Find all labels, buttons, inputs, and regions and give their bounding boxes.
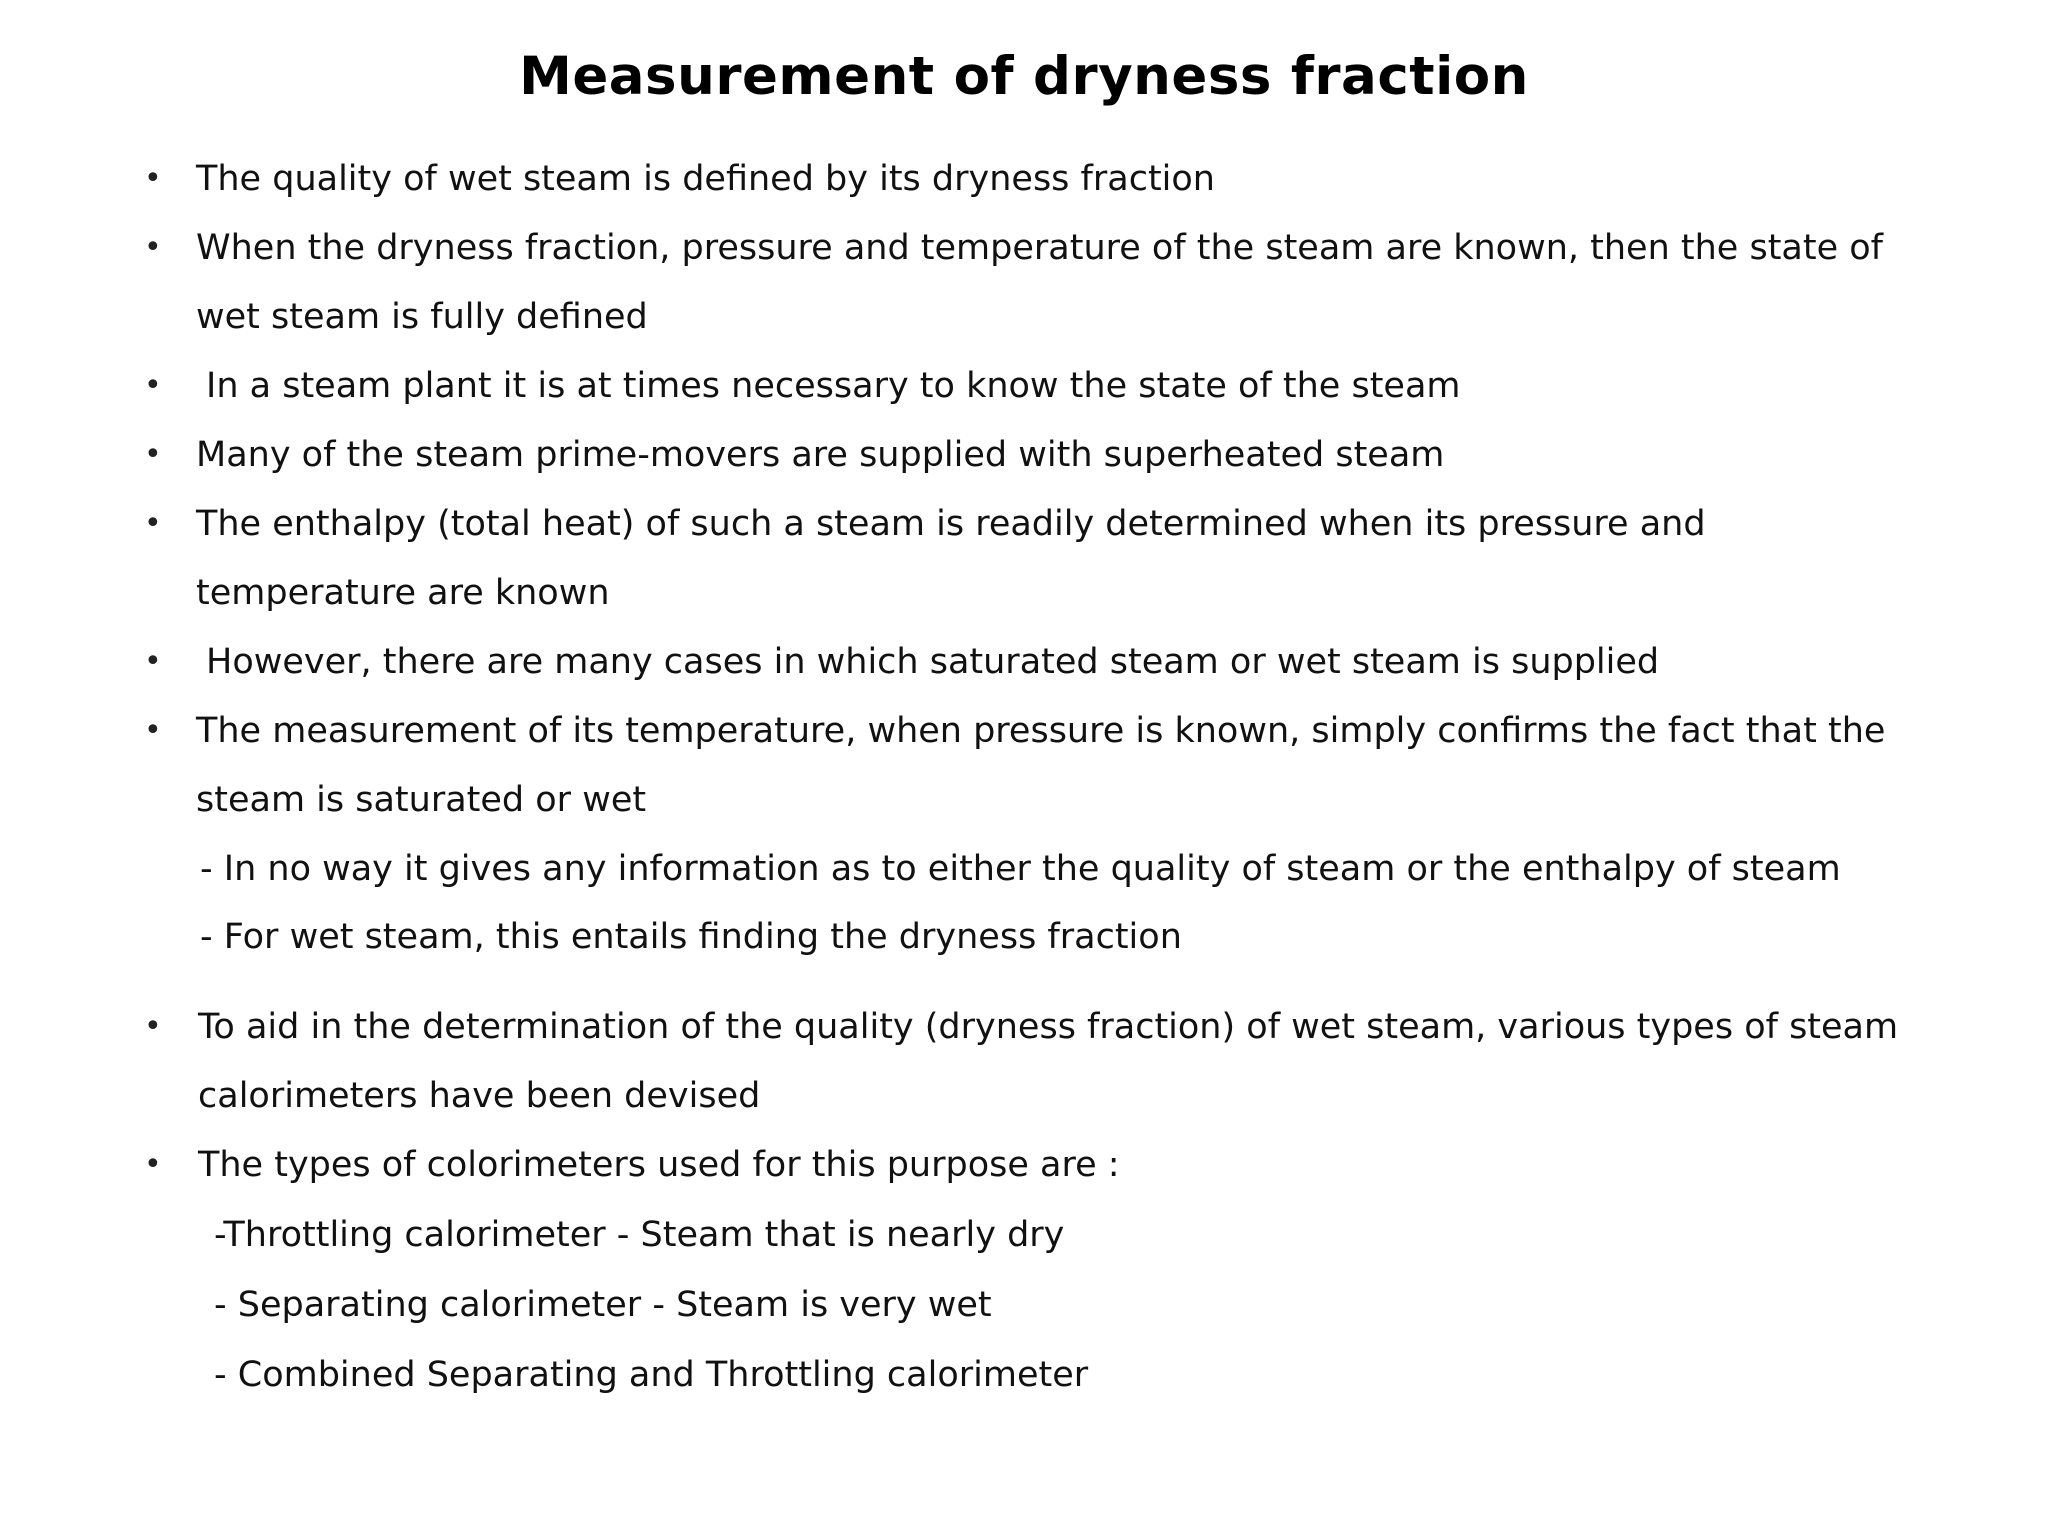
bullet-marker: • bbox=[144, 161, 162, 196]
bullet-item-saturated: However, there are many cases in which saturated steam or wet steam is supplied bbox=[206, 642, 1660, 682]
sub-item-combined: - Combined Separating and Throttling calorimeter bbox=[214, 1355, 1089, 1395]
bullet-item-types: The types of colorimeters used for this purpose are : bbox=[198, 1145, 1120, 1185]
bullet-marker: • bbox=[144, 644, 162, 679]
bullet-item-measurement-line1: The measurement of its temperature, when pressure is known, simply confirms the fact that the bbox=[196, 711, 1886, 751]
sub-item-no-information: - In no way it gives any information as to either the quality of steam or the enthalpy of steam bbox=[200, 849, 1841, 889]
bullet-marker: • bbox=[144, 1009, 162, 1044]
page-title: Measurement of dryness fraction bbox=[519, 46, 1529, 107]
bullet-item-quality: The quality of wet steam is defined by its dryness fraction bbox=[196, 159, 1215, 199]
bullet-item-state-line1: When the dryness fraction, pressure and temperature of the steam are known, then the state of bbox=[196, 228, 1883, 268]
bullet-item-measurement-line2: steam is saturated or wet bbox=[196, 780, 647, 820]
bullet-marker: • bbox=[144, 713, 162, 748]
sub-item-wet-steam: - For wet steam, this entails finding the dryness fraction bbox=[200, 917, 1182, 957]
bullet-marker: • bbox=[144, 230, 162, 265]
bullet-item-calorimeters-line1: To aid in the determination of the quality (dryness fraction) of wet steam, various types of steam bbox=[198, 1007, 1899, 1047]
bullet-item-enthalpy-line1: The enthalpy (total heat) of such a steam is readily determined when its pressure and bbox=[196, 504, 1706, 544]
bullet-marker: • bbox=[144, 1147, 162, 1182]
bullet-marker: • bbox=[144, 437, 162, 472]
sub-item-throttling: -Throttling calorimeter - Steam that is nearly dry bbox=[214, 1215, 1065, 1255]
sub-item-separating: - Separating calorimeter - Steam is very wet bbox=[214, 1285, 992, 1325]
bullet-item-calorimeters-line2: calorimeters have been devised bbox=[198, 1076, 761, 1116]
bullet-item-enthalpy-line2: temperature are known bbox=[196, 573, 610, 613]
bullet-item-state-line2: wet steam is fully defined bbox=[196, 297, 648, 337]
bullet-item-prime-movers: Many of the steam prime-movers are supplied with superheated steam bbox=[196, 435, 1445, 475]
bullet-marker: • bbox=[144, 368, 162, 403]
bullet-marker: • bbox=[144, 506, 162, 541]
bullet-item-steam-plant: In a steam plant it is at times necessary to know the state of the steam bbox=[206, 366, 1461, 406]
